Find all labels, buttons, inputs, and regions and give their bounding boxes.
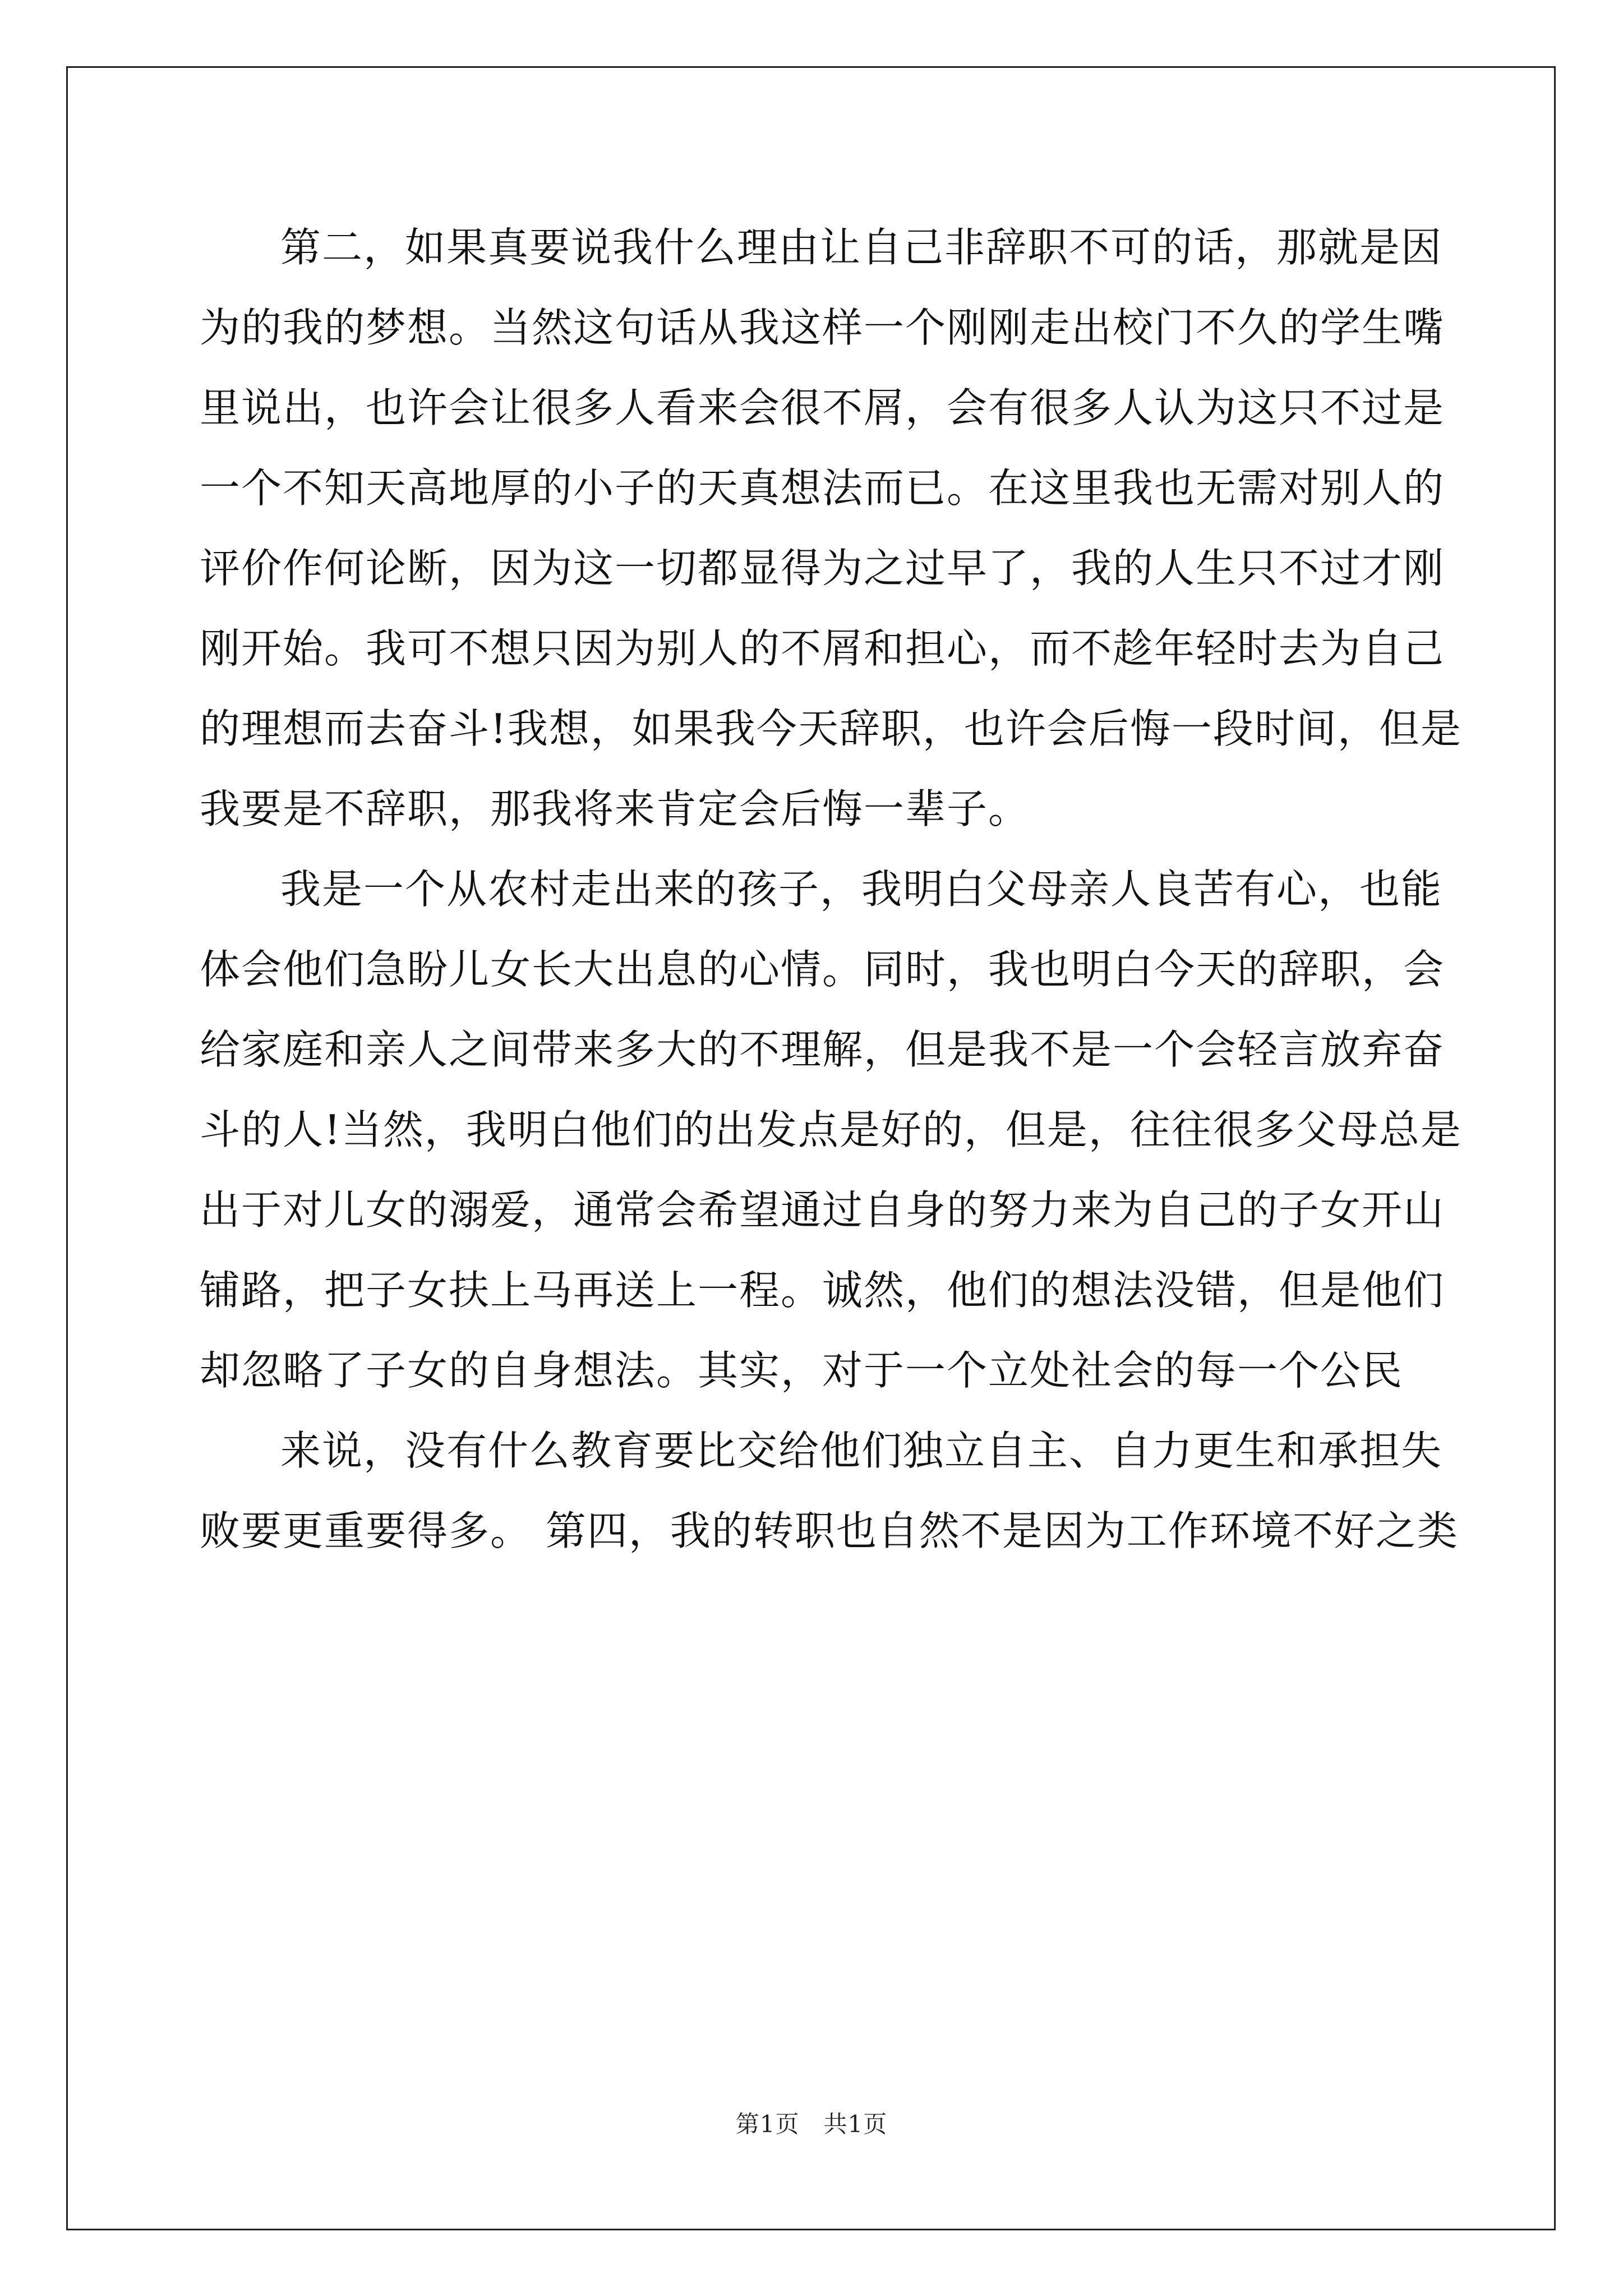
text-line: 里说出，也许会让很多人看来会很不屑，会有很多人认为这只不过是 — [200, 384, 1445, 431]
text-line: 却忽略了子女的自身想法。其实，对于一个立处社会的每一个公民 — [200, 1347, 1404, 1394]
text-line: 斗的人!当然，我明白他们的出发点是好的，但是，往往很多父母总是 — [200, 1106, 1462, 1153]
text-line: 评价作何论断，因为这一切都显得为之过早了，我的人生只不过才刚 — [200, 545, 1445, 592]
text-line: 刚开始。我可不想只因为别人的不屑和担心，而不趁年轻时去为自己 — [200, 625, 1445, 672]
text-line: 为的我的梦想。当然这句话从我这样一个刚刚走出校门不久的学生嘴 — [200, 304, 1445, 351]
paragraph-2 — [200, 849, 1462, 1411]
text-line: 体会他们急盼儿女长大出息的心情。同时，我也明白今天的辞职，会 — [200, 946, 1445, 993]
text-line: 第二，如果真要说我什么理由让自己非辞职不可的话，那就是因 — [280, 224, 1443, 271]
text-line: 的理想而去奋斗!我想，如果我今天辞职，也许会后悔一段时间，但是 — [200, 705, 1462, 752]
text-line: 我是一个从农村走出来的孩子，我明白父母亲人良苦有心，也能 — [280, 866, 1443, 913]
text-line: 铺路，把子女扶上马再送上一程。诚然，他们的想法没错，但是他们 — [200, 1267, 1445, 1314]
paragraph-3 — [200, 1411, 1459, 1571]
text-line: 败要更重要得多。 第四，我的转职也自然不是因为工作环境不好之类 — [200, 1507, 1459, 1554]
text-line: 出于对儿女的溺爱，通常会希望通过自身的努力来为自己的子女开山 — [200, 1186, 1445, 1234]
text-line: 我要是不辞职，那我将来肯定会后悔一辈子。 — [200, 785, 1030, 832]
text-line: 给家庭和亲人之间带来多大的不理解，但是我不是一个会轻言放弃奋 — [200, 1026, 1445, 1073]
paragraph-1 — [200, 208, 1462, 849]
text-line: 一个不知天高地厚的小子的天真想法而已。在这里我也无需对别人的 — [200, 464, 1445, 512]
document-body — [200, 208, 1462, 1571]
page-number-label: 第1页 共1页 — [735, 2110, 888, 2138]
text-line: 来说，没有什么教育要比交给他们独立自主、自力更生和承担失 — [280, 1427, 1443, 1474]
page-footer — [0, 2106, 1623, 2139]
